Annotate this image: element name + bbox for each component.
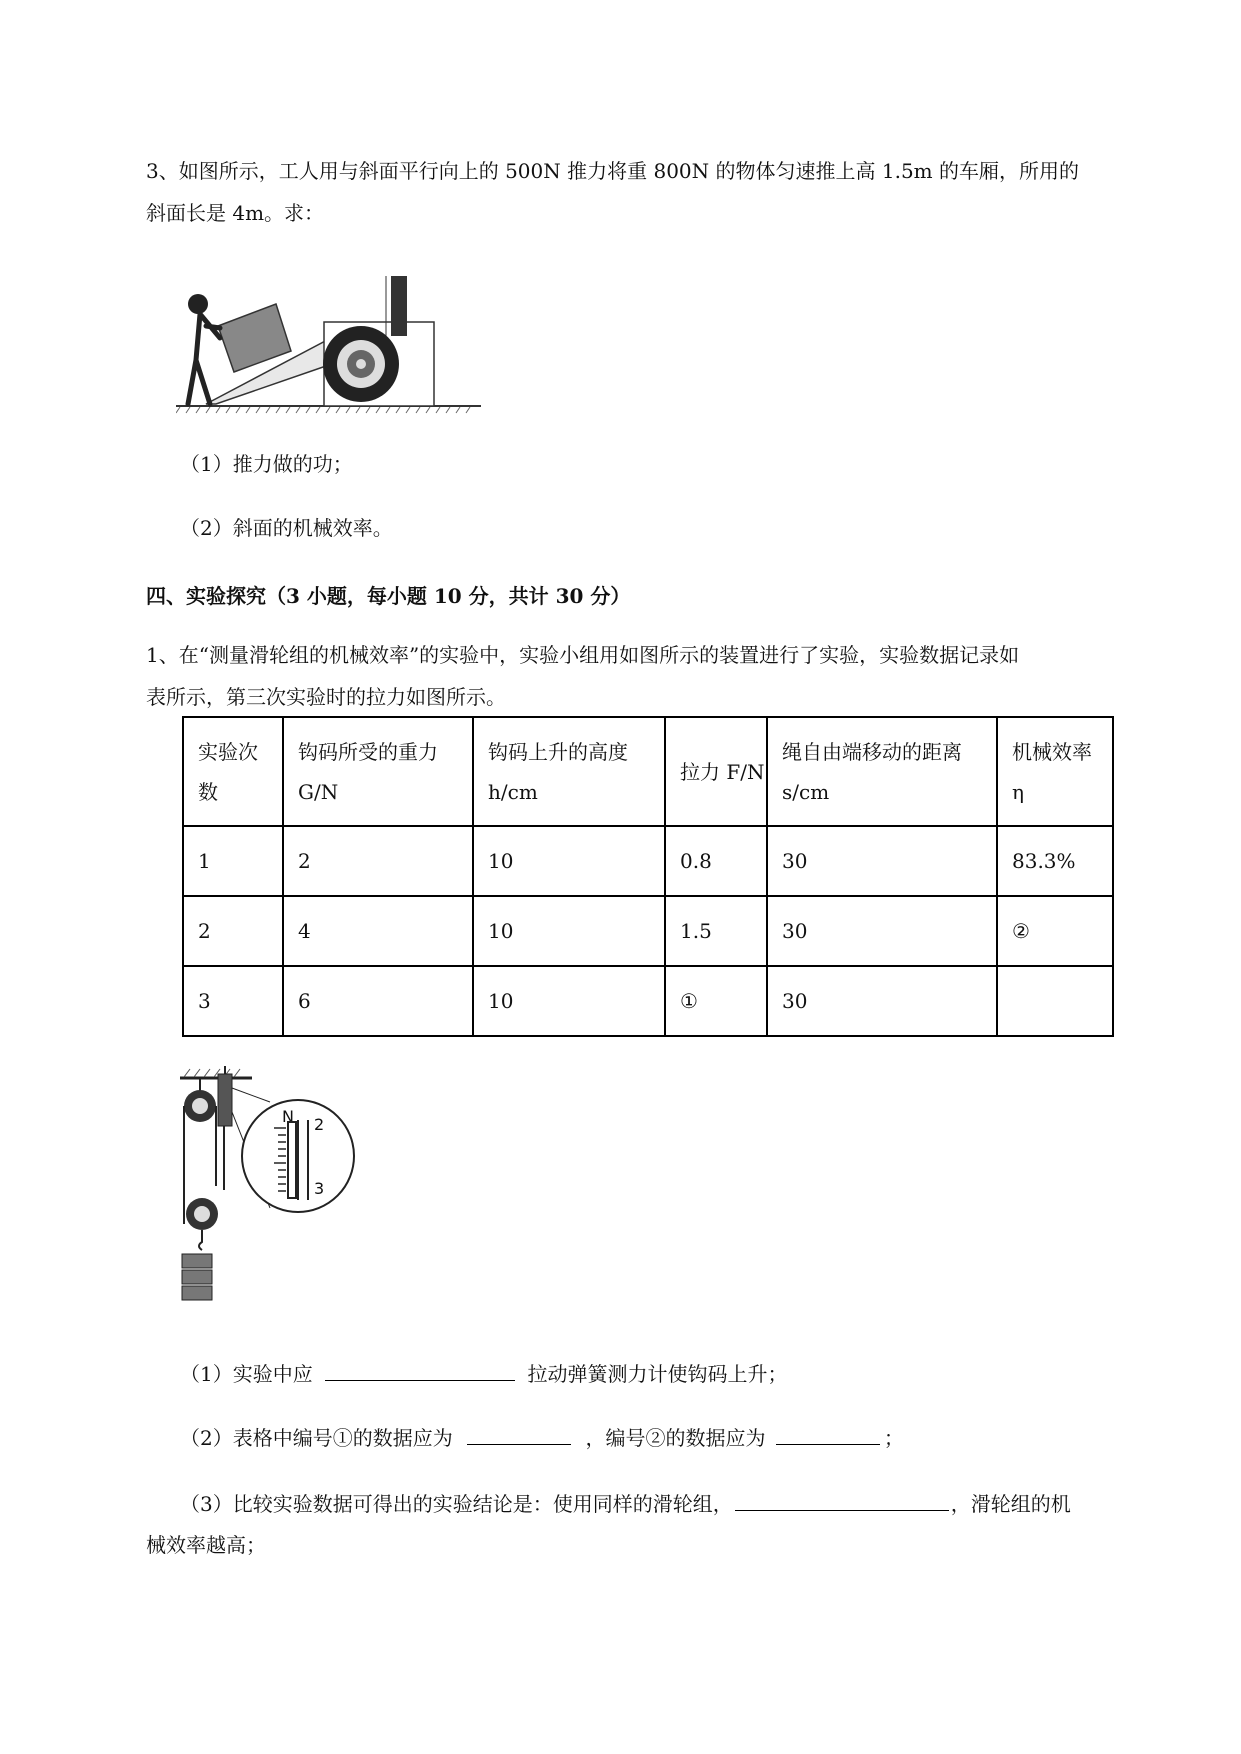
table-cell: ② bbox=[997, 896, 1113, 966]
q3-text-line1: 3、如图所示，工人用与斜面平行向上的 500N 推力将重 800N 的物体匀速推上高 1.5m 的车厢，所用的 bbox=[146, 159, 1079, 183]
scale-tick-3: 3 bbox=[314, 1179, 325, 1198]
pulley-figure bbox=[178, 1066, 358, 1316]
answer-blank-3[interactable] bbox=[776, 1422, 880, 1445]
q1-sub3-line2: 械效率越高； bbox=[146, 1533, 266, 1557]
q1-sub3: （3）比较实验数据可得出的实验结论是：使用同样的滑轮组， ，滑轮组的机 bbox=[180, 1488, 1071, 1517]
q3-sub1: （1）推力做的功； bbox=[180, 452, 353, 476]
table-cell: 2 bbox=[183, 896, 283, 966]
table-cell: 10 bbox=[473, 826, 665, 896]
section-heading: 四、实验探究（3 小题，每小题 10 分，共计 30 分） bbox=[146, 584, 631, 608]
table-cell: 1 bbox=[183, 826, 283, 896]
table-row bbox=[183, 896, 1113, 966]
header-cell: 钩码所受的重力 G/N bbox=[283, 717, 473, 826]
table-row bbox=[183, 966, 1113, 1036]
table-cell: 30 bbox=[767, 896, 997, 966]
answer-blank-1[interactable] bbox=[325, 1358, 515, 1381]
table-cell: 10 bbox=[473, 896, 665, 966]
table-cell: 10 bbox=[473, 966, 665, 1036]
answer-blank-2[interactable] bbox=[467, 1422, 571, 1445]
q3-sub2: （2）斜面的机械效率。 bbox=[180, 516, 393, 540]
table-row bbox=[183, 826, 1113, 896]
q1-text-line1: 1、在“测量滑轮组的机械效率”的实验中，实验小组用如图所示的装置进行了实验，实验数据记录如 bbox=[146, 643, 1020, 667]
q1-sub2: （2）表格中编号①的数据应为 ，编号②的数据应为 ； bbox=[180, 1422, 904, 1451]
header-cell: 绳自由端移动的距离 s/cm bbox=[767, 717, 997, 826]
header-cell: 实验次 数 bbox=[183, 717, 283, 826]
answer-blank-4[interactable] bbox=[735, 1488, 949, 1511]
scale-unit-label: N bbox=[282, 1107, 294, 1126]
header-cell: 拉力 F/N bbox=[665, 717, 767, 826]
q1-text-line2: 表所示，第三次实验时的拉力如图所示。 bbox=[146, 685, 506, 709]
scale-tick-2: 2 bbox=[314, 1115, 325, 1134]
table-cell: 3 bbox=[183, 966, 283, 1036]
table-cell: 2 bbox=[283, 826, 473, 896]
table-cell: 83.3% bbox=[997, 826, 1113, 896]
incline-figure bbox=[176, 276, 496, 416]
table-cell: 30 bbox=[767, 966, 997, 1036]
header-cell: 钩码上升的高度 h/cm bbox=[473, 717, 665, 826]
table-cell bbox=[997, 966, 1113, 1036]
table-header-row bbox=[183, 717, 1113, 826]
table-cell: 30 bbox=[767, 826, 997, 896]
header-cell: 机械效率 η bbox=[997, 717, 1113, 826]
data-table bbox=[182, 716, 1114, 1037]
table-cell: 1.5 bbox=[665, 896, 767, 966]
q1-sub1: （1）实验中应 拉动弹簧测力计使钩码上升； bbox=[180, 1358, 787, 1387]
q3-text-line2: 斜面长是 4m。求： bbox=[146, 201, 325, 225]
table-cell: 4 bbox=[283, 896, 473, 966]
table-cell: 6 bbox=[283, 966, 473, 1036]
table-cell: ① bbox=[665, 966, 767, 1036]
table-cell: 0.8 bbox=[665, 826, 767, 896]
